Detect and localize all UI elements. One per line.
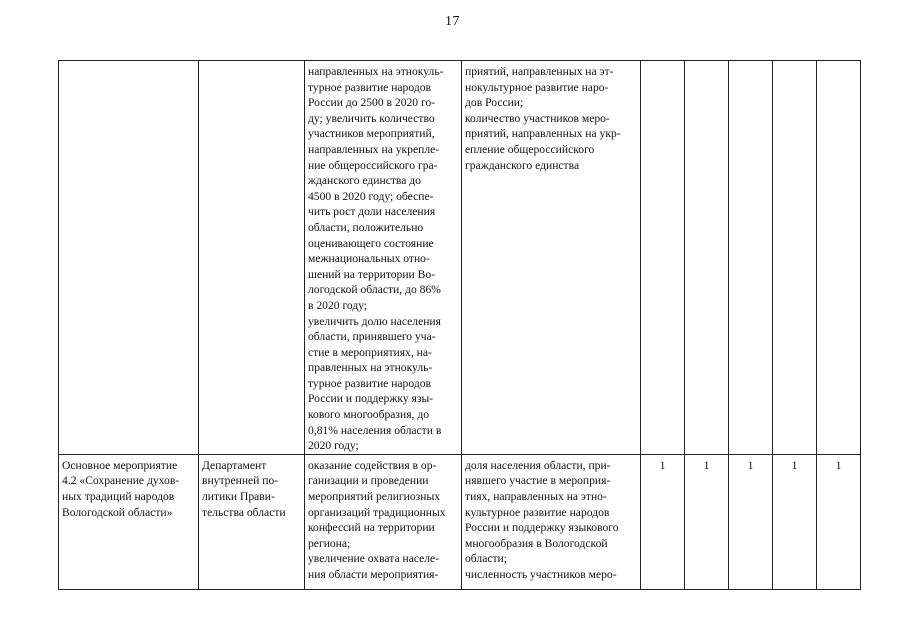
indicators-text: доля населения области, при- нявшего участие в мероприя- тиях, направленных на этно- культурное развитие народов России и поддержку языкового многообразия в Вологодской области; численность участников меро- xyxy=(465,458,619,581)
indicators-text: приятий, направленных на эт- нокультурное развитие наро- дов России; количество участников меро- приятий, направленных на укр- епление общероссийского гражданского единства xyxy=(465,65,621,172)
year-cell: 1 xyxy=(773,454,817,589)
executor-cell xyxy=(199,454,305,589)
year-cell xyxy=(773,61,817,455)
event-cell xyxy=(59,454,199,589)
year-cell: 1 xyxy=(817,454,861,589)
result-text: направленных на этнокуль- турное развитие народов России до 2500 в 2020 го- ду; увеличить количество участников мероприятий, направленных на укрепле- ние общероссийского гра- жданского единства до 4500 в 2020 году; обеспе- чить рост доли населения области, положительно оценивающего состояние межнациональных отно- шений на территории Во- логодской области, до 86% в 2020 году; увеличить долю населения области, принявшего уча- стие в мероприятиях, на- правленных на этнокуль- турное развитие народов России и поддержку язы- кового многообразия, до 0,81% населения области в 2020 году; xyxy=(308,65,444,453)
table-row xyxy=(59,61,861,455)
result-text: оказание содействия в ор- ганизации и проведении мероприятий религиозных организаций традиционных конфессий на территории региона; увеличение охвата населе- ния области мероприятия- xyxy=(308,458,446,581)
table-row xyxy=(59,454,861,589)
year-cell xyxy=(817,61,861,455)
year-cell: 1 xyxy=(641,454,685,589)
program-table xyxy=(58,60,861,590)
year-cell xyxy=(685,61,729,455)
event-cell xyxy=(59,61,199,455)
year-cell xyxy=(641,61,685,455)
year-cell: 1 xyxy=(685,454,729,589)
executor-text: Департамент внутренней по- литики Прави- тельства области xyxy=(202,458,286,519)
indicators-cell xyxy=(462,61,641,455)
year-cell xyxy=(729,61,773,455)
page-number: 17 xyxy=(445,14,460,29)
indicators-cell xyxy=(462,454,641,589)
result-cell xyxy=(305,61,462,455)
result-cell xyxy=(305,454,462,589)
event-text: Основное мероприятие 4.2 «Сохранение духов- ных традиций народов Вологодской области» xyxy=(62,458,180,519)
executor-cell xyxy=(199,61,305,455)
year-cell: 1 xyxy=(729,454,773,589)
